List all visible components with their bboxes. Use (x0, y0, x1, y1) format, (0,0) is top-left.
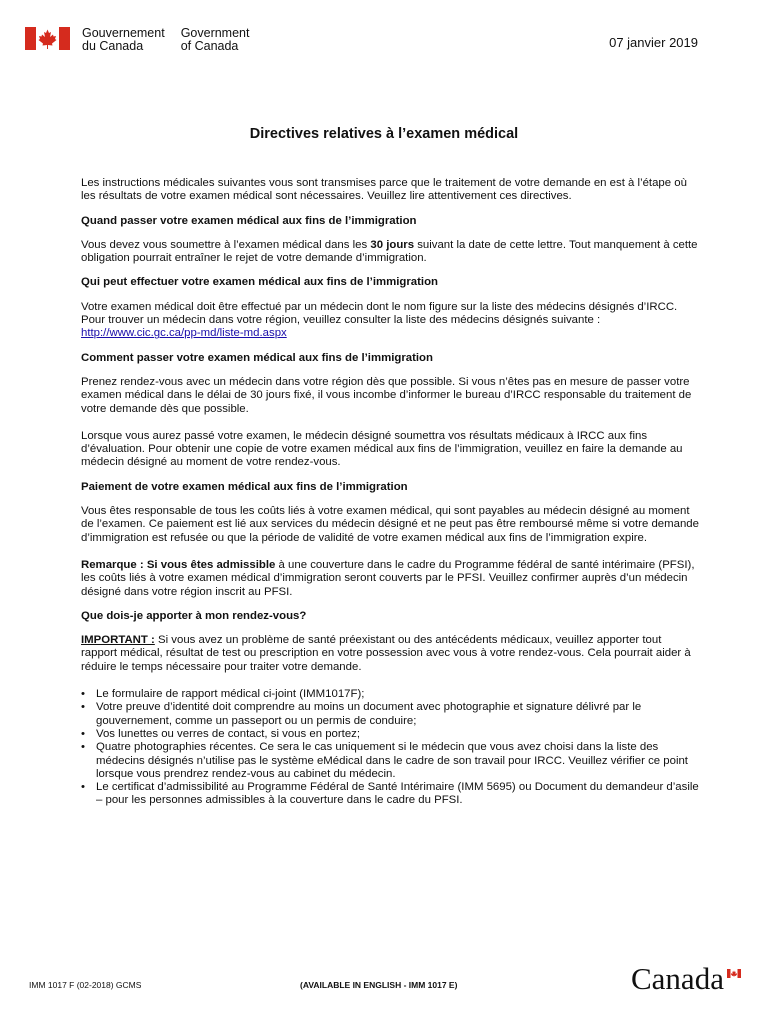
gov-name-english (181, 27, 250, 52)
remark-label: Remarque : Si vous êtes admissible (81, 558, 276, 571)
paragraph-how-1: Prenez rendez-vous avec un médecin dans votre région dès que possible. Si vous n’êtes pas en mesure de passer votre examen médical dans le délai de 30 jours fixé, il vous incombe d’informer le bureau d’IRCC responsable du traitement de votre demande dès que possible. (81, 375, 692, 415)
paragraph-important (81, 634, 699, 674)
when-text-before: Vous devez vous soumettre à l’examen médical dans les (81, 238, 371, 251)
list-item: • Votre preuve d’identité doit comprendre au moins un document avec photographie et signature délivré par le gouvernement, comme un passeport ou un permis de conduire; (81, 701, 699, 728)
heading-who: Qui peut effectuer votre examen médical aux fins de l’immigration (81, 276, 439, 289)
heading-when: Quand passer votre examen médical aux fins de l’immigration (81, 214, 417, 227)
heading-how: Comment passer votre examen médical aux fins de l’immigration (81, 351, 433, 364)
document-title: Directives relatives à l’examen médical (249, 126, 519, 142)
list-item: • Quatre photographies récentes. Ce sera le cas uniquement si le médecin que vous avez choisi dans la liste des médecins désignés n’utilise pas le système eMédical dans le cadre de son travail pour IRCC. Veuillez vérifier ce point lorsque vous prendrez rendez-vous au cabinet du médecin. (81, 741, 699, 781)
wordmark-flag-icon (727, 969, 741, 978)
remark-text: à une couverture dans le cadre du Programme fédéral de santé intérimaire (PFSI), les coûts liés à votre examen médical d’immigration seront couverts par le PFSI. Veuillez confirmer auprès d’un médecin désigné dans votre région inscrit au PFSI. (81, 558, 695, 598)
english-availability-note: (AVAILABLE IN ENGLISH - IMM 1017 E) (300, 980, 458, 990)
paragraph-when (81, 239, 699, 266)
who-text: Votre examen médical doit être effectué par un médecin dont le nom figure sur la liste des médecins désignés d’IRCC. Pour trouver un médecin dans votre région, veuillez consulter la liste des médecins désignés suivante : (81, 300, 678, 327)
gov-fr-line1: Gouvernement (82, 26, 165, 40)
paragraph-remark (81, 559, 699, 599)
list-item: • Le certificat d’admissibilité au Programme Fédéral de Santé Intérimaire (IMM 5695) ou Document du demandeur d’asile – pour les personnes admissibles à la couverture dans le cadre du PFSI. (81, 781, 699, 808)
gov-en-line2: of Canada (180, 38, 239, 53)
physician-list-link[interactable]: http://www.cic.gc.ca/pp-md/liste-md.aspx (81, 327, 287, 340)
canada-wordmark: Canada (631, 961, 724, 996)
important-text: Si vous avez un problème de santé préexistant ou des antécédents médicaux, veuillez apporter tout rapport médical, résultat de test ou prescription en votre possession avec vous à votre rendez-vous. Cela pourrait aider à réduire le temps nécessaire pour traiter votre demande. (81, 634, 691, 673)
list-item: • Le formulaire de rapport médical ci-joint (IMM1017F); (81, 688, 699, 701)
gov-fr-line2: du Canada (82, 38, 144, 53)
document-body (81, 177, 699, 808)
paragraph-how-2: Lorsque vous aurez passé votre examen, le médecin désigné soumettra vos résultats médicaux à IRCC aux fins d’évaluation. Pour obtenir une copie de votre examen médical aux fins de l’immigration, veuillez en faire la demande au médecin désigné au moment de votre rendez-vous. (81, 429, 683, 469)
heading-payment: Paiement de votre examen médical aux fins de l’immigration (81, 480, 408, 493)
gov-en-line1: Government (180, 26, 250, 40)
letter-date: 07 janvier 2019 (609, 35, 698, 50)
paragraph-payment: Vous êtes responsable de tous les coûts liés à votre examen médical, qui sont payables au médecin désigné au moment de l’examen. Ce paiement est lié aux services du médecin désigné et ne peut pas être remboursé même si votre demande d’immigration est refusée ou que la période de validité de votre examen médical aux fins de l’immigration expire. (81, 505, 699, 544)
bring-list (81, 688, 699, 808)
when-deadline: 30 jours (370, 238, 415, 251)
heading-bring: Que dois-je apporter à mon rendez-vous? (81, 609, 307, 622)
canada-flag-icon (25, 27, 70, 50)
paragraph-who (81, 301, 699, 341)
gov-name-french (82, 27, 165, 52)
government-signature (25, 27, 249, 52)
list-item: • Vos lunettes ou verres de contact, si vous en portez; (81, 728, 699, 741)
intro-paragraph: Les instructions médicales suivantes vous sont transmises parce que le traitement de votre demande en est à l’étape où les résultats de votre examen médical sont nécessaires. Veuillez lire attentivement ces directives. (81, 177, 687, 203)
important-label: IMPORTANT : (81, 634, 155, 647)
form-code: IMM 1017 F (02-2018) GCMS (29, 980, 142, 990)
when-text-after: suivant la date de cette lettre. Tout manquement à cette obligation pourrait entraîner le rejet de votre demande d’immigration. (81, 238, 698, 265)
